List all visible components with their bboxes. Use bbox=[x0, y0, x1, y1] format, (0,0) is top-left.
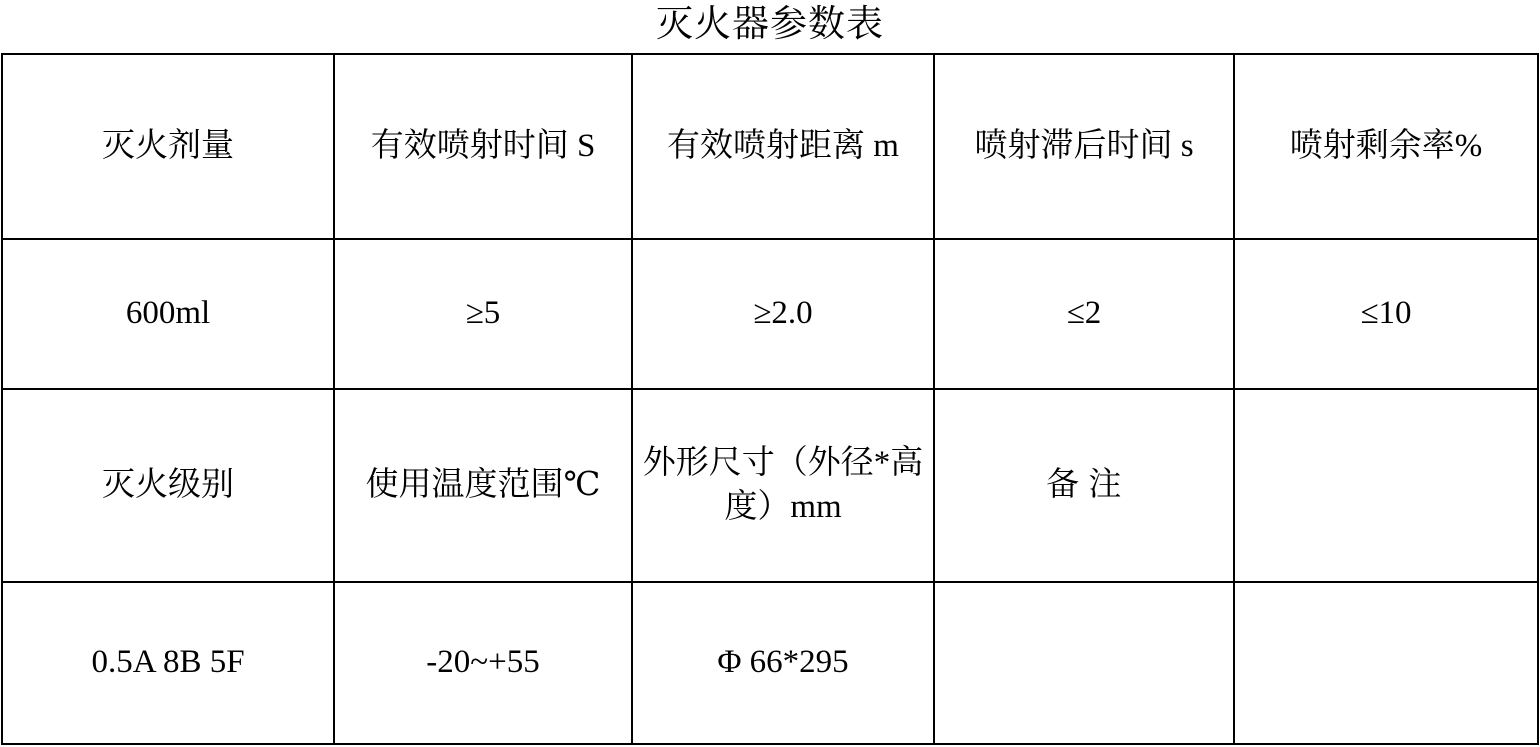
cell-label: 备 注 bbox=[1046, 466, 1122, 503]
table-cell-operating-temperature-range bbox=[334, 389, 632, 582]
table-cell-remarks bbox=[934, 389, 1234, 582]
cell-label: 有效喷射时间 S bbox=[370, 127, 596, 164]
table-cell-spray-lag-time bbox=[934, 54, 1234, 239]
cell-value: ≥5 bbox=[465, 295, 501, 332]
table-cell-fire-rating bbox=[2, 389, 334, 582]
cell-value: ≤2 bbox=[1066, 295, 1102, 332]
cell-label: 使用温度范围℃ bbox=[365, 466, 601, 503]
table-cell-empty bbox=[1234, 389, 1538, 582]
table-row bbox=[2, 239, 1538, 389]
table-cell-fire-rating-value bbox=[2, 582, 334, 744]
table-cell-spray-time-value bbox=[334, 239, 632, 389]
cell-label: 外形尺寸（外径*高度）mm bbox=[642, 444, 924, 525]
cell-value: 600ml bbox=[125, 295, 211, 332]
fire-extinguisher-parameter-table bbox=[1, 53, 1539, 745]
table-cell-empty bbox=[1234, 582, 1538, 744]
cell-label: 灭火剂量 bbox=[102, 127, 234, 164]
table-cell-effective-spray-distance bbox=[632, 54, 934, 239]
table-cell-spray-distance-value bbox=[632, 239, 934, 389]
cell-label: 有效喷射距离 m bbox=[667, 127, 899, 164]
cell-label: 喷射滞后时间 s bbox=[974, 127, 1194, 164]
page-title: 灭火器参数表 bbox=[656, 4, 884, 45]
table-row bbox=[2, 54, 1538, 239]
table-cell-agent-quantity-value bbox=[2, 239, 334, 389]
table-row bbox=[2, 582, 1538, 744]
cell-value: 0.5A 8B 5F bbox=[91, 644, 245, 681]
cell-value: ≤10 bbox=[1360, 295, 1412, 332]
table-cell-dimensions bbox=[632, 389, 934, 582]
table-cell-extinguishing-agent-quantity bbox=[2, 54, 334, 239]
table-cell-residual-rate-value bbox=[1234, 239, 1538, 389]
table-cell-spray-lag-value bbox=[934, 239, 1234, 389]
table-cell-remarks-value bbox=[934, 582, 1234, 744]
table-cell-dimensions-value bbox=[632, 582, 934, 744]
table-cell-effective-spray-time bbox=[334, 54, 632, 239]
cell-label: 灭火级别 bbox=[102, 466, 234, 503]
table-cell-spray-residual-rate bbox=[1234, 54, 1538, 239]
cell-value: Φ 66*295 bbox=[717, 644, 849, 681]
cell-value: -20~+55 bbox=[426, 644, 540, 681]
table-row bbox=[2, 389, 1538, 582]
cell-value: ≥2.0 bbox=[753, 295, 813, 332]
cell-label: 喷射剩余率% bbox=[1289, 127, 1483, 164]
table-cell-temperature-range-value bbox=[334, 582, 632, 744]
